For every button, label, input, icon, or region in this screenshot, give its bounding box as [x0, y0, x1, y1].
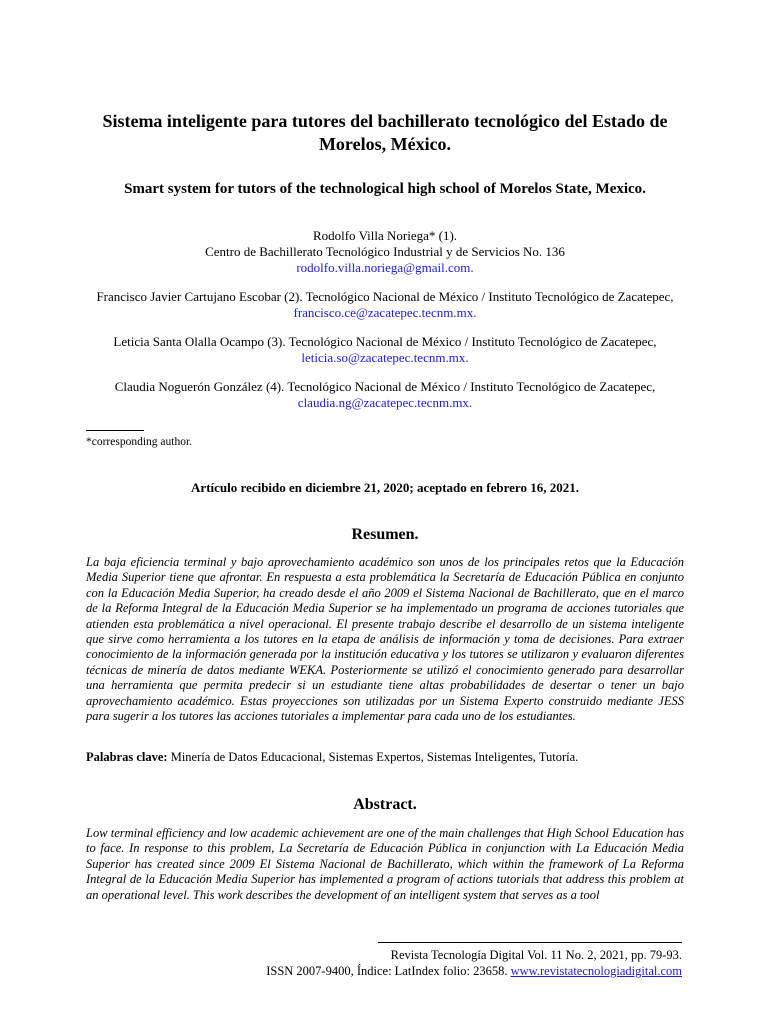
keywords-label: Palabras clave: [86, 750, 168, 764]
author-1-email[interactable]: rodolfo.villa.noriega@gmail.com. [296, 260, 474, 275]
paper-subtitle: Smart system for tutors of the technological high school of Morelos State, Mexico. [124, 181, 646, 197]
abstract-heading: Abstract. [353, 796, 417, 813]
keywords [86, 750, 684, 765]
keywords-text: Minería de Datos Educacional, Sistemas Expertos, Sistemas Inteligentes, Tutoría. [167, 750, 579, 764]
footer-issn-text: ISSN 2007-9400, Índice: LatIndex folio: 23658. [266, 964, 511, 978]
journal-website-link[interactable]: www.revistatecnologiadigital.com [510, 964, 682, 978]
footer-citation: Revista Tecnología Digital Vol. 11 No. 2, 2021, pp. 79-93. [390, 948, 682, 962]
author-1-name: Rodolfo Villa Noriega* (1). [312, 228, 458, 243]
author-2-name: Francisco Javier Cartujano Escobar (2). Tecnológico Nacional de México / Instituto Tecnológico de Zacatepec, [96, 289, 674, 304]
author-2 [40, 289, 730, 321]
resumen-text: La baja eficiencia terminal y bajo aprovechamiento académico son unos de los principales retos que la Educación Media Superior tiene que afrontar. En respuesta a esta problemática la Secretaría de Educación Pública en conjunto con la Educación Media Superior, ha creado desde el año 2009 el Sistema Nacional de Bachillerato, que en el marco de la Reforma Integral de la Educación Media Superior se ha implementado un programa de acciones tutoriales que atienden esta problemática a nivel operacional. El presente trabajo describe el desarrollo de un sistema inteligente que sirve como herramienta a los tutores en la etapa de análisis de información y toma de decisiones. Para extraer conocimiento de la información generada por la institución educativa y los tutores se utilizaron y evaluaron diferentes técnicas de minería de datos mediante WEKA. Posteriormente se utilizó el conocimiento generado para desarrollar una herramienta que permita predecir si un estudiante tiene altas probabilidades de desertar o tener un bajo aprovechamiento académico. Estas proyecciones son utilizadas por un Sistema Experto construido mediante JESS para sugerir a los tutores las acciones tutoriales a implementar para cada uno de los estudiantes. [86, 555, 684, 724]
resumen-heading: Resumen. [351, 526, 419, 543]
author-2-email[interactable]: francisco.ce@zacatepec.tecnm.mx. [293, 305, 477, 320]
journal-footer [182, 947, 682, 979]
footnote-divider [86, 430, 144, 431]
abstract-text: Low terminal efficiency and low academic achievement are one of the main challenges that High School Education has to face. In response to this problem, La Secretaría de Educación Pública in conjunction with La Educación Media Superior has created since 2009 El Sistema Nacional de Bachillerato, which within the framework of La Reforma Integral de la Educación Media Superior has implemented a program of actions tutorials that address this problem at an operational level. This work describes the development of an intelligent system that serves as a tool [86, 826, 684, 902]
author-1-affiliation: Centro de Bachillerato Tecnológico Industrial y de Servicios No. 136 [205, 244, 565, 259]
author-3-email[interactable]: leticia.so@zacatepec.tecnm.mx. [301, 350, 469, 365]
received-date: Artículo recibido en diciembre 21, 2020; aceptado en febrero 16, 2021. [191, 480, 579, 495]
paper-title: Sistema inteligente para tutores del bachillerato tecnológico del Estado de Morelos, México. [102, 111, 668, 154]
author-4 [40, 379, 730, 411]
author-4-name: Claudia Noguerón González (4). Tecnológico Nacional de México / Instituto Tecnológico de Zacatepec, [114, 379, 656, 394]
footer-issn [182, 963, 682, 979]
author-1 [40, 228, 730, 276]
author-4-email[interactable]: claudia.ng@zacatepec.tecnm.mx. [297, 395, 473, 410]
author-3-name: Leticia Santa Olalla Ocampo (3). Tecnológico Nacional de México / Instituto Tecnológico de Zacatepec, [113, 334, 657, 349]
footer-divider [378, 942, 682, 943]
author-3 [40, 334, 730, 366]
corresponding-author-footnote: *corresponding author. [86, 436, 193, 448]
